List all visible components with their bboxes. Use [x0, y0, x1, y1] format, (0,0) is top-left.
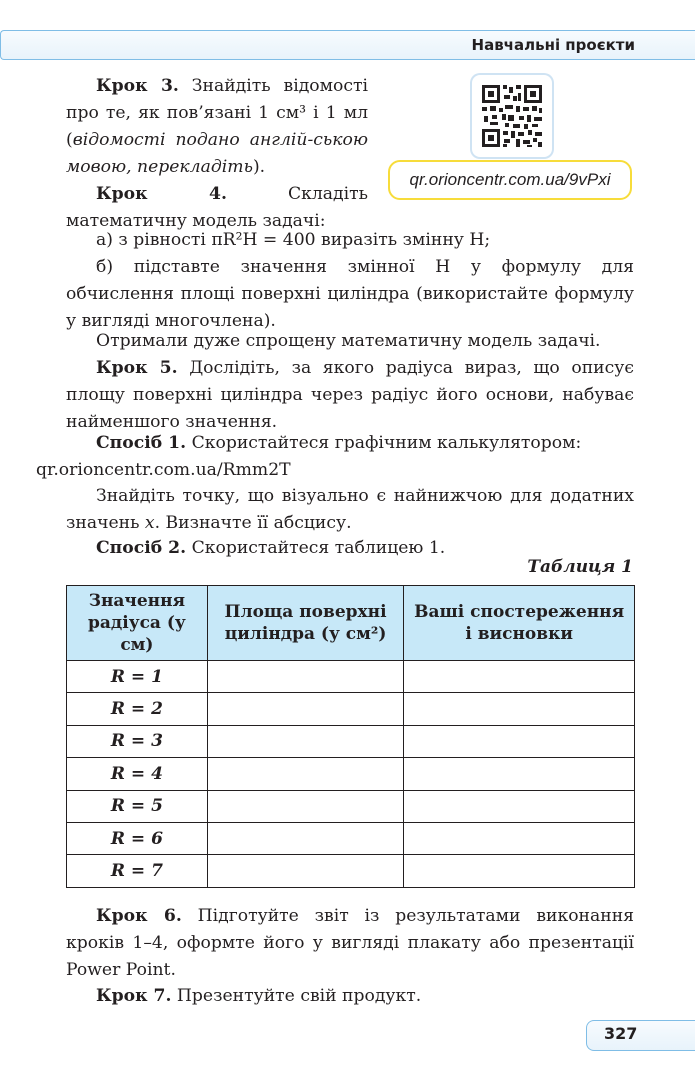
step7-label: Крок 7.: [96, 986, 172, 1006]
radius-cell: R = 1: [67, 661, 208, 693]
area-cell[interactable]: [207, 693, 404, 725]
step4-label: Крок 4.: [96, 184, 227, 204]
radius-cell: R = 2: [67, 693, 208, 725]
qr-link-box[interactable]: [388, 160, 632, 200]
observation-cell[interactable]: [404, 758, 635, 790]
step4-item-b: б) підставте значення змінної H у формулу для обчислення площі поверхні циліндра (використайте формулу у вигляді многочлена).: [66, 257, 634, 331]
observation-cell[interactable]: [404, 822, 635, 854]
step3-paragraph: Крок 3. Знайдіть відомості про те, як пов’язані 1 см³ і 1 мл (відомості подано англій-ською мовою, перекладіть).: [66, 76, 368, 177]
simplified-model-note: Отримали дуже спрощену математичну модель задачі.: [96, 331, 601, 351]
area-cell[interactable]: [207, 822, 404, 854]
table-row: [67, 855, 635, 887]
section-title: Навчальні проєкти: [471, 36, 635, 54]
step6-paragraph: Крок 6. Підготуйте звіт із результатами виконання кроків 1–4, оформте його у вигляді плакату або презентації Power Point.: [66, 906, 634, 980]
table-row: [67, 725, 635, 757]
radius-cell: R = 3: [67, 725, 208, 757]
page-number: 327: [604, 1024, 638, 1043]
method2-paragraph: Спосіб 2. Скористайтеся таблицею 1.: [96, 538, 446, 558]
qr-code[interactable]: [472, 75, 552, 157]
observation-cell[interactable]: [404, 693, 635, 725]
method1-label: Спосіб 1.: [96, 433, 187, 453]
header-area: Площа поверхні циліндра (у см²): [207, 586, 404, 661]
table-row: [67, 693, 635, 725]
radius-cell: R = 7: [67, 855, 208, 887]
header-observations: Ваші спостереження і висновки: [404, 586, 635, 661]
area-cell[interactable]: [207, 758, 404, 790]
table-header-row: [67, 586, 635, 661]
page-number-box: [586, 1020, 695, 1051]
table-row: [67, 822, 635, 854]
area-cell[interactable]: [207, 790, 404, 822]
step4-item-a: а) з рівності πR²H = 400 виразіть змінну H;: [96, 230, 491, 250]
step6-label: Крок 6.: [96, 906, 182, 926]
area-cell[interactable]: [207, 855, 404, 887]
area-cell[interactable]: [207, 661, 404, 693]
step5-label: Крок 5.: [96, 358, 178, 378]
step5-paragraph: Крок 5. Дослідіть, за якого радіуса вираз, що описує площу поверхні циліндра через радіус його основи, набуває найменшого значення.: [66, 358, 634, 432]
radius-table: [66, 585, 635, 888]
qr-code-icon: [472, 75, 552, 157]
radius-cell: R = 5: [67, 790, 208, 822]
step4-paragraph: Крок 4. Складіть математичну модель задачі:: [66, 184, 368, 231]
method1-url[interactable]: qr.orioncentr.com.ua/Rmm2T: [36, 460, 291, 480]
observation-cell[interactable]: [404, 661, 635, 693]
step7-paragraph: Крок 7. Презентуйте свій продукт.: [96, 986, 422, 1006]
radius-cell: R = 4: [67, 758, 208, 790]
table-caption: Таблиця 1: [527, 557, 633, 577]
radius-cell: R = 6: [67, 822, 208, 854]
header-radius: Значення радіуса (у см): [67, 586, 208, 661]
qr-link[interactable]: qr.orioncentr.com.ua/9vPxi: [409, 170, 611, 189]
observation-cell[interactable]: [404, 855, 635, 887]
table-row: [67, 790, 635, 822]
method1-paragraph: Спосіб 1. Скористайтеся графічним калькулятором: qr.orioncentr.com.ua/Rmm2T: [66, 430, 634, 484]
table-row: [67, 661, 635, 693]
table-row: [67, 758, 635, 790]
method2-label: Спосіб 2.: [96, 538, 187, 558]
observation-cell[interactable]: [404, 725, 635, 757]
find-point-paragraph: Знайдіть точку, що візуально є найнижчою для додатних значень x. Визначте її абсцису.: [66, 486, 634, 533]
step3-label: Крок 3.: [96, 76, 179, 96]
area-cell[interactable]: [207, 725, 404, 757]
observation-cell[interactable]: [404, 790, 635, 822]
